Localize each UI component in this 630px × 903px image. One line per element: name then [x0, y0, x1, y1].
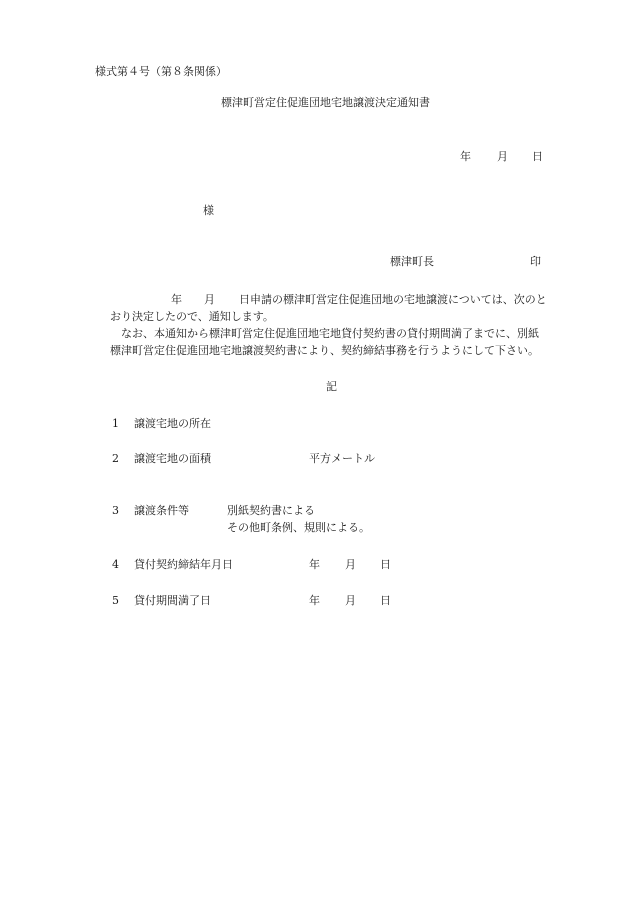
item-4-label: 貸付契約締結年月日 [134, 558, 233, 571]
body-p1-year: 年 [171, 293, 182, 306]
issuer-name: 標津町長 [390, 255, 434, 268]
item-2-label: 譲渡宅地の面積 [134, 452, 211, 465]
item-2-number: 2 [112, 452, 119, 465]
date-month: 月 [497, 150, 508, 163]
item-3-value2: その他町条例、規則による。 [227, 521, 370, 534]
item-2-value: 平方メートル [309, 452, 375, 465]
item-3-number: 3 [112, 504, 119, 517]
body-p2-line1: なお、本通知から標津町営定住促進団地宅地貸付契約書の貸付期間満了までに、別紙 [121, 327, 539, 340]
date-day: 日 [532, 150, 543, 163]
addressee-suffix: 様 [203, 204, 214, 217]
item-4-day: 日 [380, 558, 391, 571]
item-5-label: 貸付期間満了日 [134, 594, 211, 607]
item-3-label: 譲渡条件等 [134, 504, 189, 517]
item-5-number: 5 [112, 594, 119, 607]
item-4-year: 年 [309, 558, 320, 571]
date-year: 年 [460, 150, 471, 163]
item-5-year: 年 [309, 594, 320, 607]
item-5-day: 日 [380, 594, 391, 607]
seal-mark: 印 [530, 255, 541, 268]
body-p2-line2: 標津町営定住促進団地宅地譲渡契約書により、契約締結事務を行うようにして下さい。 [110, 344, 539, 357]
item-1-label: 譲渡宅地の所在 [134, 417, 211, 430]
form-label: 様式第４号（第８条関係） [95, 65, 227, 78]
document-title: 標津町営定住促進団地宅地譲渡決定通知書 [221, 96, 430, 109]
body-p1-month: 月 [204, 293, 215, 306]
item-5-month: 月 [345, 594, 356, 607]
body-p1-line2: おり決定したので、通知します。 [110, 310, 274, 323]
item-4-number: 4 [112, 558, 119, 571]
item-1-number: 1 [112, 417, 119, 430]
ki-heading: 記 [326, 380, 337, 393]
item-4-month: 月 [345, 558, 356, 571]
item-3-value: 別紙契約書による [227, 504, 315, 517]
body-p1-rest: 日申請の標津町営定住促進団地の宅地譲渡については、次のと [239, 293, 547, 306]
